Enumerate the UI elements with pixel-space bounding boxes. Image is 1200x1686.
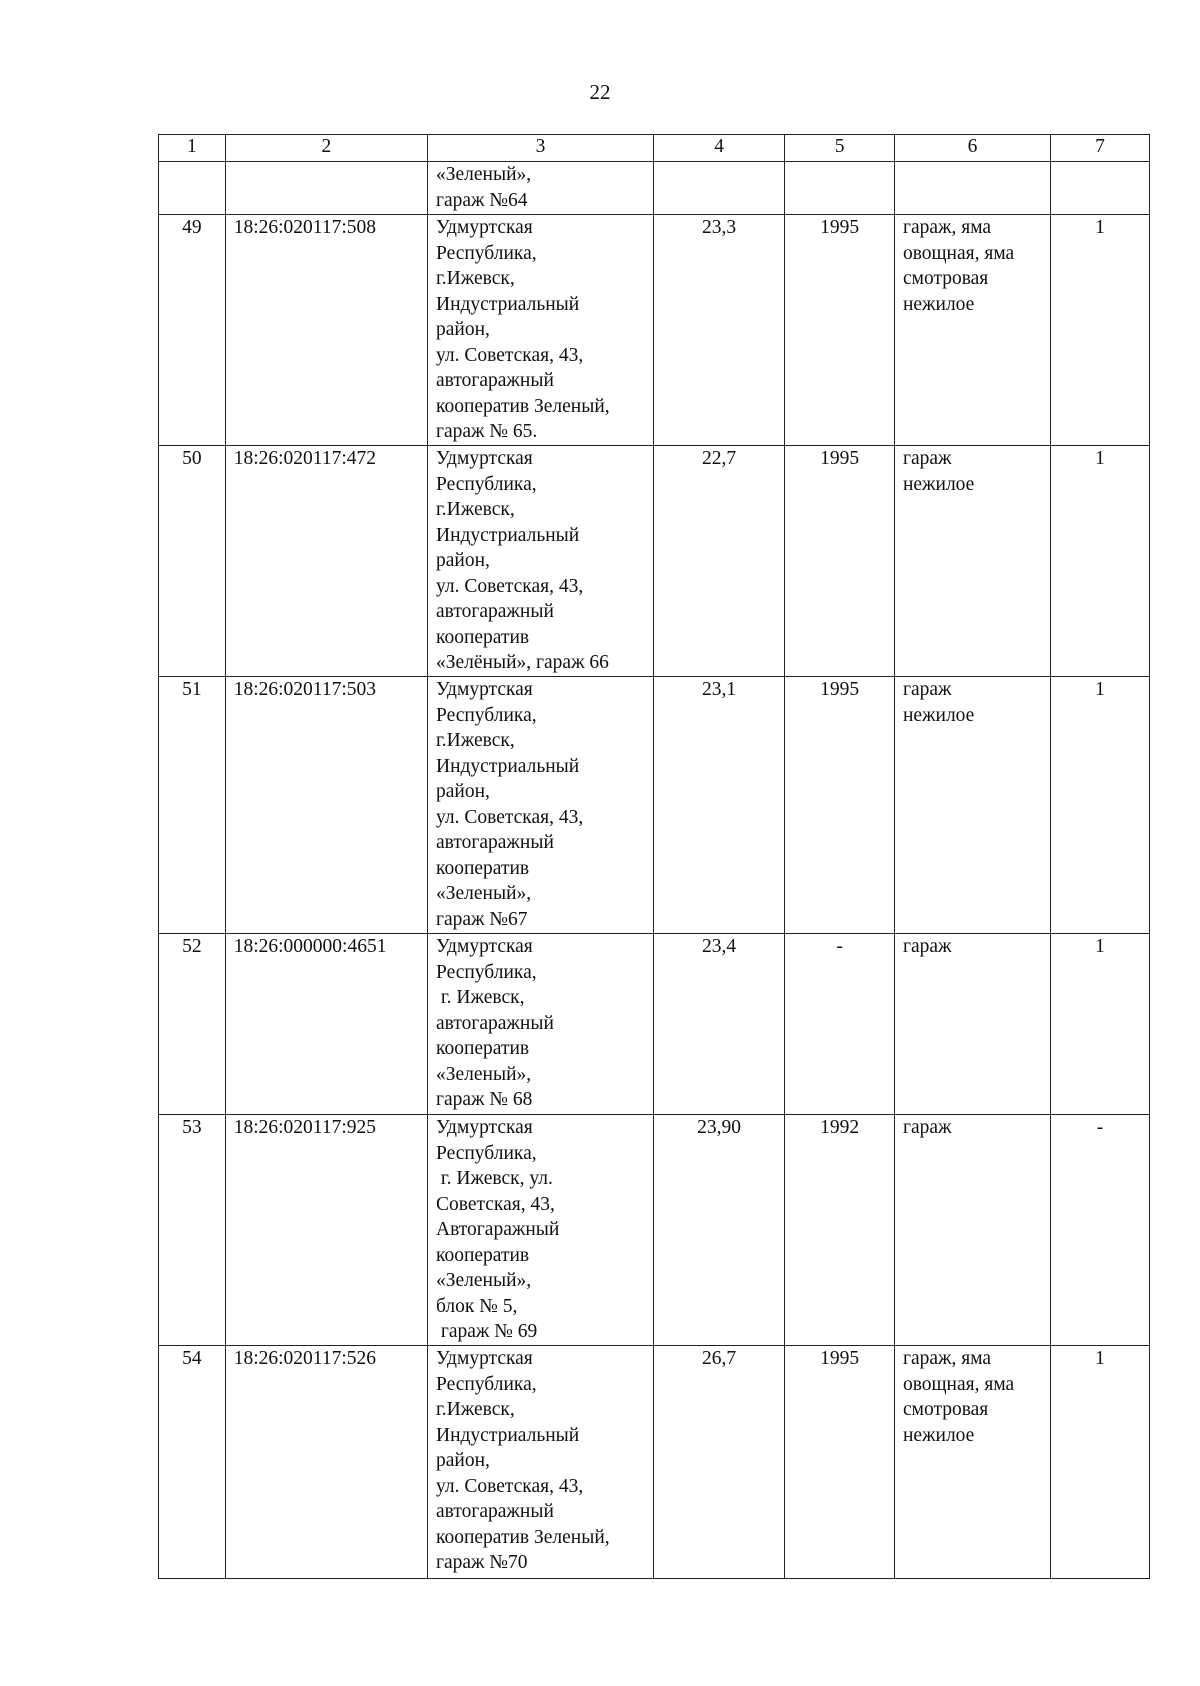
- count-cell: 1: [1050, 677, 1149, 934]
- table-row: [159, 446, 1150, 677]
- object-type-cell: [894, 162, 1050, 215]
- cadastral-number-cell: 18:26:000000:4651: [225, 934, 427, 1115]
- object-type-line: нежилое: [902, 1424, 975, 1446]
- cadastral-number-cell: 18:26:020117:508: [225, 215, 427, 446]
- year-cell: 1992: [785, 1115, 895, 1346]
- address-line: Удмуртская: [435, 936, 533, 957]
- table-row: [159, 162, 1150, 215]
- area-cell: 26,7: [653, 1346, 784, 1579]
- year-cell: [785, 162, 895, 215]
- area-cell: 23,4: [653, 934, 784, 1115]
- address-cell: [427, 677, 653, 934]
- cadastral-number-cell: [225, 162, 427, 215]
- address-line: Республика,: [435, 473, 537, 495]
- address-line: гараж №67: [435, 908, 528, 930]
- address-line: «Зеленый»,: [435, 164, 532, 185]
- cadastral-number-cell: 18:26:020117:526: [225, 1346, 427, 1579]
- address-line: г.Ижевск,: [435, 1399, 515, 1420]
- address-line: район,: [435, 319, 490, 340]
- object-type-line: смотровая: [902, 268, 989, 289]
- header-col-5: 5: [785, 135, 895, 162]
- object-type-line: нежилое: [902, 473, 975, 495]
- address-line: Удмуртская: [435, 448, 533, 469]
- address-line: «Зеленый»,: [435, 1063, 532, 1085]
- count-cell: 1: [1050, 215, 1149, 446]
- header-col-6: 6: [894, 135, 1050, 162]
- year-cell: 1995: [785, 1346, 895, 1579]
- object-type-cell: [894, 677, 1050, 934]
- cadastral-number-cell: 18:26:020117:472: [225, 446, 427, 677]
- page-number: 22: [589, 80, 611, 104]
- object-type-line: смотровая: [902, 1399, 989, 1420]
- object-type-cell: [894, 446, 1050, 677]
- address-line: Удмуртская: [435, 1117, 533, 1138]
- address-line: ул. Советская, 43,: [435, 344, 584, 366]
- area-cell: 23,1: [653, 677, 784, 934]
- address-line: Автогаражный: [435, 1219, 560, 1240]
- area-cell: 22,7: [653, 446, 784, 677]
- object-type-line: овощная, яма: [902, 242, 1015, 264]
- row-number-cell: 52: [159, 934, 226, 1115]
- count-cell: [1050, 162, 1149, 215]
- address-cell: [427, 162, 653, 215]
- address-line: Республика,: [435, 242, 537, 264]
- address-line: автогаражный: [435, 1012, 554, 1034]
- object-type-cell: [894, 1346, 1050, 1579]
- object-type-line: гараж: [902, 448, 952, 469]
- row-number-cell: 51: [159, 677, 226, 934]
- object-type-line: гараж, яма: [902, 1348, 992, 1369]
- address-line: кооператив Зеленый,: [435, 1526, 610, 1548]
- address-line: гараж №64: [435, 189, 528, 211]
- address-line: автогаражный: [435, 601, 554, 622]
- address-line: кооператив: [435, 1244, 530, 1266]
- header-col-2: 2: [225, 135, 427, 162]
- garage-registry-table: [158, 134, 1150, 1579]
- address-cell: [427, 1346, 653, 1579]
- address-line: ул. Советская, 43,: [435, 575, 584, 597]
- address-line: Республика,: [435, 1373, 537, 1395]
- address-line: «Зелёный», гараж 66: [435, 652, 609, 673]
- address-line: кооператив: [435, 626, 530, 648]
- area-cell: [653, 162, 784, 215]
- object-type-line: овощная, яма: [902, 1373, 1015, 1395]
- count-cell: 1: [1050, 446, 1149, 677]
- area-cell: 23,90: [653, 1115, 784, 1346]
- year-cell: 1995: [785, 215, 895, 446]
- address-line: Советская, 43,: [435, 1193, 555, 1215]
- address-line: «Зеленый»,: [435, 1270, 532, 1291]
- address-line: автогаражный: [435, 1501, 554, 1522]
- address-line: гараж №70: [435, 1552, 528, 1573]
- cadastral-number-cell: 18:26:020117:503: [225, 677, 427, 934]
- row-number-cell: 50: [159, 446, 226, 677]
- header-col-7: 7: [1050, 135, 1149, 162]
- address-line: г.Ижевск,: [435, 730, 515, 751]
- row-number-cell: 53: [159, 1115, 226, 1346]
- header-col-3: 3: [427, 135, 653, 162]
- address-line: ул. Советская, 43,: [435, 806, 584, 828]
- address-line: Индустриальный: [435, 293, 580, 315]
- address-line: Индустриальный: [435, 1424, 580, 1446]
- year-cell: 1995: [785, 677, 895, 934]
- address-line: район,: [435, 550, 490, 571]
- object-type-line: гараж, яма: [902, 217, 992, 238]
- address-line: г.Ижевск,: [435, 268, 515, 289]
- header-col-1: 1: [159, 135, 226, 162]
- address-line: г. Ижевск,: [435, 987, 525, 1008]
- address-line: Удмуртская: [435, 679, 533, 700]
- header-row: [159, 135, 1150, 162]
- address-line: «Зеленый»,: [435, 883, 532, 904]
- cadastral-number-cell: 18:26:020117:925: [225, 1115, 427, 1346]
- address-line: блок № 5,: [435, 1295, 518, 1317]
- count-cell: -: [1050, 1115, 1149, 1346]
- address-line: район,: [435, 1450, 490, 1471]
- address-line: г.Ижевск,: [435, 499, 515, 520]
- count-cell: 1: [1050, 934, 1149, 1115]
- object-type-line: гараж: [902, 1117, 952, 1138]
- header-col-4: 4: [653, 135, 784, 162]
- year-cell: 1995: [785, 446, 895, 677]
- address-cell: [427, 215, 653, 446]
- object-type-line: гараж: [902, 679, 952, 700]
- address-line: Индустриальный: [435, 755, 580, 777]
- address-line: Республика,: [435, 961, 537, 983]
- address-line: Удмуртская: [435, 217, 533, 238]
- row-number-cell: 54: [159, 1346, 226, 1579]
- object-type-cell: [894, 1115, 1050, 1346]
- address-line: Удмуртская: [435, 1348, 533, 1369]
- address-line: кооператив: [435, 1038, 530, 1059]
- table-row: [159, 1115, 1150, 1346]
- address-cell: [427, 446, 653, 677]
- table-row: [159, 934, 1150, 1115]
- object-type-line: нежилое: [902, 704, 975, 726]
- address-line: кооператив: [435, 857, 530, 879]
- address-line: гараж № 65.: [435, 421, 538, 442]
- address-line: г. Ижевск, ул.: [435, 1168, 553, 1189]
- address-line: кооператив Зеленый,: [435, 395, 610, 417]
- table-body: [159, 162, 1150, 1579]
- address-line: Республика,: [435, 704, 537, 726]
- address-line: Республика,: [435, 1142, 537, 1164]
- address-cell: [427, 934, 653, 1115]
- row-number-cell: 49: [159, 215, 226, 446]
- address-line: гараж № 68: [435, 1089, 533, 1110]
- address-line: гараж № 69: [435, 1321, 538, 1342]
- table-row: [159, 215, 1150, 446]
- count-cell: 1: [1050, 1346, 1149, 1579]
- address-line: автогаражный: [435, 370, 554, 391]
- year-cell: -: [785, 934, 895, 1115]
- object-type-line: гараж: [902, 936, 952, 957]
- address-line: Индустриальный: [435, 524, 580, 546]
- address-line: ул. Советская, 43,: [435, 1475, 584, 1497]
- area-cell: 23,3: [653, 215, 784, 446]
- object-type-line: нежилое: [902, 293, 975, 315]
- row-number-cell: [159, 162, 226, 215]
- address-line: район,: [435, 781, 490, 802]
- table-row: [159, 677, 1150, 934]
- object-type-cell: [894, 934, 1050, 1115]
- address-cell: [427, 1115, 653, 1346]
- address-line: автогаражный: [435, 832, 554, 853]
- table-header: [159, 135, 1150, 162]
- table-row: [159, 1346, 1150, 1579]
- object-type-cell: [894, 215, 1050, 446]
